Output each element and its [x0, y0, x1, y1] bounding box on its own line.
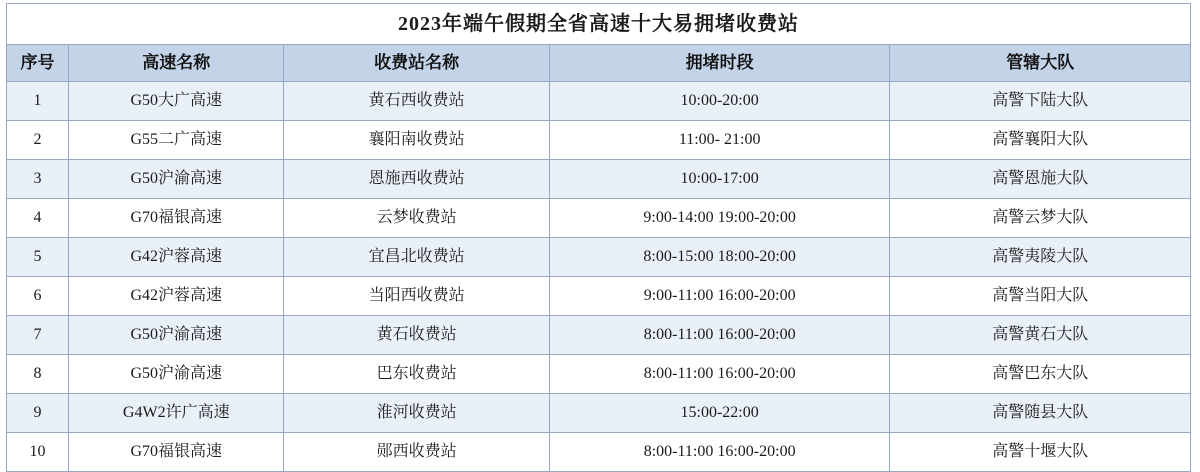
table-title-row: [7, 4, 1191, 45]
cell-index: 6: [7, 277, 69, 316]
cell-period: 9:00-14:00 19:00-20:00: [549, 199, 890, 238]
cell-period: 8:00-11:00 16:00-20:00: [549, 355, 890, 394]
cell-station: 宜昌北收费站: [284, 238, 549, 277]
table-row: [7, 82, 1191, 121]
cell-brigade: 高警随县大队: [890, 394, 1191, 433]
cell-highway: G70福银高速: [69, 199, 284, 238]
table-row: [7, 160, 1191, 199]
cell-period: 11:00- 21:00: [549, 121, 890, 160]
cell-station: 云梦收费站: [284, 199, 549, 238]
cell-brigade: 高警夷陵大队: [890, 238, 1191, 277]
table-row: [7, 121, 1191, 160]
column-header-period: 拥堵时段: [549, 45, 890, 82]
congested-tollgates-table: [6, 3, 1191, 472]
cell-station: 襄阳南收费站: [284, 121, 549, 160]
cell-period: 8:00-11:00 16:00-20:00: [549, 433, 890, 472]
column-header-highway: 高速名称: [69, 45, 284, 82]
cell-highway: G70福银高速: [69, 433, 284, 472]
column-header-index: 序号: [7, 45, 69, 82]
table-row: [7, 394, 1191, 433]
cell-index: 4: [7, 199, 69, 238]
cell-highway: G50大广高速: [69, 82, 284, 121]
cell-station: 黄石收费站: [284, 316, 549, 355]
cell-station: 黄石西收费站: [284, 82, 549, 121]
cell-highway: G50沪渝高速: [69, 355, 284, 394]
cell-period: 10:00-17:00: [549, 160, 890, 199]
cell-highway: G42沪蓉高速: [69, 277, 284, 316]
cell-period: 8:00-15:00 18:00-20:00: [549, 238, 890, 277]
table-row: [7, 316, 1191, 355]
cell-index: 8: [7, 355, 69, 394]
column-header-station: 收费站名称: [284, 45, 549, 82]
cell-highway: G4W2许广高速: [69, 394, 284, 433]
cell-station: 恩施西收费站: [284, 160, 549, 199]
cell-highway: G50沪渝高速: [69, 160, 284, 199]
cell-station: 淮河收费站: [284, 394, 549, 433]
cell-brigade: 高警恩施大队: [890, 160, 1191, 199]
table-row: [7, 238, 1191, 277]
cell-highway: G42沪蓉高速: [69, 238, 284, 277]
table-row: [7, 277, 1191, 316]
cell-period: 8:00-11:00 16:00-20:00: [549, 316, 890, 355]
cell-station: 当阳西收费站: [284, 277, 549, 316]
cell-index: 10: [7, 433, 69, 472]
cell-index: 1: [7, 82, 69, 121]
cell-highway: G55二广高速: [69, 121, 284, 160]
cell-index: 7: [7, 316, 69, 355]
table-row: [7, 199, 1191, 238]
cell-index: 3: [7, 160, 69, 199]
cell-period: 10:00-20:00: [549, 82, 890, 121]
cell-brigade: 高警当阳大队: [890, 277, 1191, 316]
cell-period: 9:00-11:00 16:00-20:00: [549, 277, 890, 316]
cell-brigade: 高警黄石大队: [890, 316, 1191, 355]
cell-highway: G50沪渝高速: [69, 316, 284, 355]
cell-station: 巴东收费站: [284, 355, 549, 394]
cell-brigade: 高警十堰大队: [890, 433, 1191, 472]
cell-period: 15:00-22:00: [549, 394, 890, 433]
cell-brigade: 高警下陆大队: [890, 82, 1191, 121]
table-row: [7, 433, 1191, 472]
table-sheet: [0, 3, 1200, 463]
page-title: 2023年端午假期全省高速十大易拥堵收费站: [7, 4, 1191, 45]
cell-brigade: 高警云梦大队: [890, 199, 1191, 238]
table-header-row: [7, 45, 1191, 82]
cell-index: 9: [7, 394, 69, 433]
column-header-brigade: 管辖大队: [890, 45, 1191, 82]
cell-station: 郧西收费站: [284, 433, 549, 472]
cell-index: 2: [7, 121, 69, 160]
table-row: [7, 355, 1191, 394]
cell-brigade: 高警襄阳大队: [890, 121, 1191, 160]
cell-index: 5: [7, 238, 69, 277]
cell-brigade: 高警巴东大队: [890, 355, 1191, 394]
